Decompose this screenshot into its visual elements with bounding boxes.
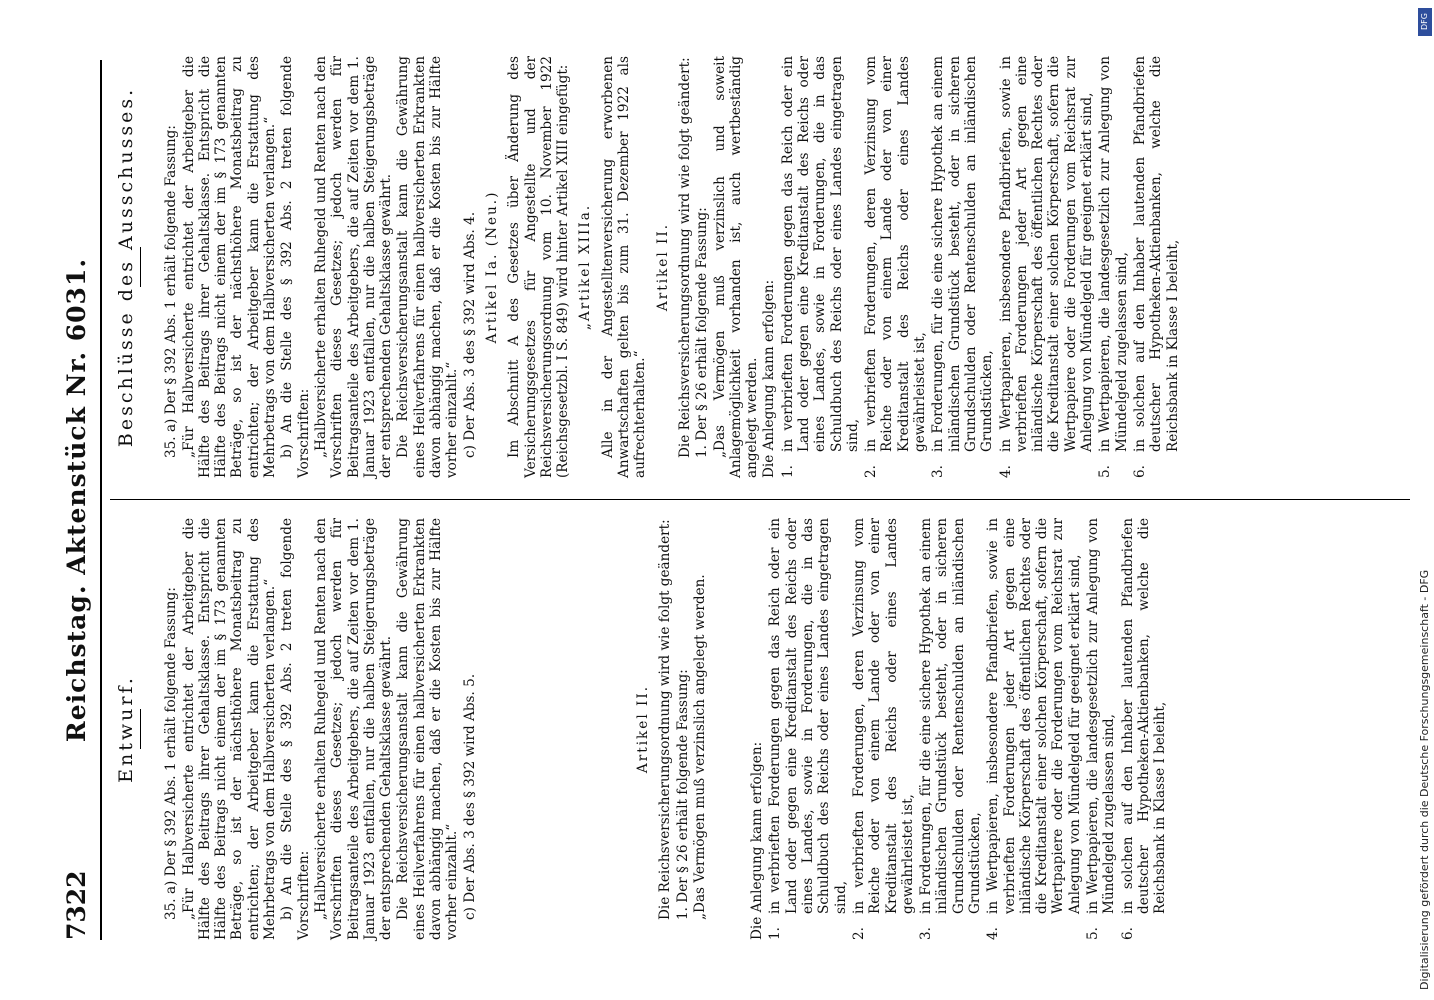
paragraph: Die Anlegung kann erfolgen:	[761, 279, 778, 478]
list-item: 6. in solchen auf den Inhaber lautenden Pfandbriefen deutscher Hypotheken-Aktienbanken, welche die Reichsbank in Klasse I beleiht,	[1131, 56, 1181, 478]
paragraph: b) An die Stelle des § 392 Abs. 2 treten folgende Vorschriften:	[279, 518, 312, 940]
left-column-draft	[108, 518, 1171, 940]
paragraph: „Das Vermögen muß verzinslich und soweit Anlagemöglichkeit vorhanden ist, auch wertbeständig angelegt werden.	[711, 56, 761, 478]
right-column-committee	[108, 56, 1183, 478]
right-column-heading: Beschlüsse des Ausschusses.	[115, 86, 137, 448]
paragraph: Im Abschnitt A des Gesetzes über Änderung des Versicherungsgesetzes für Angestellte und der Reichsversicherungsordnung vom 10. November 1922 (Reichsgesetzbl. I S. 849) wird hinter Artikel XIII eingefügt:	[506, 56, 572, 478]
enumerated-list	[780, 56, 1181, 478]
article-heading: Artikel Ia. (Neu.)	[483, 190, 500, 344]
paragraph: „Halbversicherte erhalten Ruhegeld und Renten nach den Vorschriften dieses Gesetzes; jedoch werden für Beitragsanteile des Arbeitgebers, die auf Zeiten vor dem 1. Januar 1923 entfallen, nur die halben Steigerungsbeträge der entsprechenden Gehaltsklasse gewährt.	[312, 56, 395, 478]
left-column-heading: Entwurf.	[115, 675, 137, 783]
enumerated-list	[767, 518, 1168, 940]
dfg-logo-icon: DFG	[1418, 8, 1432, 36]
list-item: 2. in verbrieften Forderungen, deren Verzinsung vom Reiche oder von einem Lande oder von einer Kreditanstalt des Reichs oder eines Landes gewährleistet ist,	[850, 518, 916, 940]
list-item: 4. in Wertpapieren, insbesondere Pfandbriefen, sowie in verbrieften Forderungen jeder Art gegen eine inländische Körperschaft des öffentlichen Rechtes oder die Kreditanstalt einer solchen Körperschaft, sofern die Wertpapiere oder die Forderungen vom Reichsrat zur Anlegung von Mündelgeld für geeignet erklärt sind,	[997, 56, 1096, 478]
heading-rule	[140, 247, 141, 287]
list-item: 6. in solchen auf den Inhaber lautenden Pfandbriefen deutscher Hypotheken-Aktienbanken, welche die Reichsbank in Klasse I beleiht,	[1119, 518, 1169, 940]
running-head: Reichstag. Aktenstück Nr. 6031.	[62, 257, 91, 743]
article-heading: Artikel II.	[654, 222, 671, 312]
list-item: 5. in Wertpapieren, die landesgesetzlich zur Anlegung von Mündelgeld zugelassen sind,	[1097, 56, 1130, 478]
list-item: 3. in Forderungen, für die eine sichere Hypothek an einem inländischen Grundstück besteht, oder in sicheren Grundschulden oder Rentenschulden an inländischen Grundstücken,	[930, 56, 996, 478]
header-rule	[100, 60, 102, 940]
page-number: 7322	[62, 870, 91, 940]
paragraph: 35. a) Der § 392 Abs. 1 erhält folgende Fassung:	[163, 587, 180, 920]
paragraph: c) Der Abs. 3 des § 392 wird Abs. 5.	[461, 673, 478, 920]
paragraph: „Für Halbversicherte entrichtet der Arbeitgeber die Hälfte des Beitrags ihrer Gehaltsklasse. Entspricht die Hälfte des Beitrags nicht einem der im § 173 genannten Beträge, so ist der nächsthöhere Monatsbeitrag zu entrichten; der Arbeitgeber kann die Erstattung des Mehrbetrags von dem Halbversicherten verlangen.“	[180, 56, 279, 478]
credit-text: Digitalisierung gefördert durch die Deutsche Forschungsgemeinschaft - DFG	[1418, 569, 1431, 990]
list-item: 4. in Wertpapieren, insbesondere Pfandbriefen, sowie in verbrieften Forderungen jeder Art gegen eine inländische Körperschaft des öffentlichen Rechtes oder die Kreditanstalt einer solchen Körperschaft, sofern die Wertpapiere oder die Forderungen vom Reichsrat zur Anlegung von Mündelgeld für geeignet erklärt sind,	[985, 518, 1083, 940]
list-item: 5. in Wertpapieren, die landesgesetzlich zur Anlegung von Mündelgeld zugelassen sind,	[1085, 518, 1118, 940]
list-item: 1. in verbrieften Forderungen gegen das Reich oder ein Land oder gegen eine Kreditanstalt des Reichs oder eines Landes, sowie in Forderungen, die in das Schuldbuch des Reichs oder eines Landes eingetragen sind,	[767, 518, 849, 940]
paragraph: Die Reichsversicherungsanstalt kann die Gewährung eines Heilverfahrens für einen halbversicherten Erkrankten davon abhängig machen, daß er die Kosten bis zur Hälfte vorher einzahlt.“	[395, 56, 461, 478]
paragraph: 1. Der § 26 erhält folgende Fassung:	[694, 207, 711, 458]
paragraph: 35. a) Der § 392 Abs. 1 erhält folgende Fassung:	[163, 125, 180, 458]
heading-rule	[140, 709, 141, 749]
paragraph: Die Reichsversicherungsordnung wird wie folgt geändert:	[657, 519, 674, 920]
paragraph: Die Anlegung kann erfolgen:	[749, 741, 766, 940]
paragraph: „Halbversicherte erhalten Ruhegeld und Renten nach den Vorschriften dieses Gesetzes; jedoch werden für Beitragsanteile des Arbeitgebers, die auf Zeiten vor dem 1. Januar 1923 entfallen, nur die halben Steigerungsbeträge der entsprechenden Gehaltsklasse gewährt.	[312, 518, 395, 940]
paragraph: Die Reichsversicherungsanstalt kann die Gewährung eines Heilverfahrens für einen halbversicherten Erkrankten davon abhängig machen, daß er die Kosten bis zur Hälfte vorher einzahlt.“	[395, 518, 461, 940]
page-header	[62, 60, 102, 940]
paragraph: b) An die Stelle des § 392 Abs. 2 treten folgende Vorschriften:	[279, 56, 312, 478]
paragraph: Die Reichsversicherungsordnung wird wie folgt geändert:	[676, 57, 693, 458]
paragraph: „Das Vermögen muß verzinslich angelegt werden.	[691, 574, 708, 920]
paragraph: c) Der Abs. 3 des § 392 wird Abs. 4.	[461, 211, 478, 458]
list-item: 2. in verbrieften Forderungen, deren Verzinsung vom Reiche oder von einem Lande oder von einer Kreditanstalt des Reichs oder eines Landes gewährleistet ist,	[863, 56, 929, 478]
article-heading: „Artikel XIIIa.	[577, 203, 594, 331]
list-item: 1. in verbrieften Forderungen gegen das Reich oder ein Land oder gegen eine Kreditanstalt des Reichs oder eines Landes, sowie in Forderungen, die in das Schuldbuch des Reichs oder eines Landes eingetragen sind,	[779, 56, 861, 478]
list-item: 3. in Forderungen, für die eine sichere Hypothek an einem inländischen Grundstück besteht, oder in sicheren Grundschulden oder Rentenschulden an inländischen Grundstücken,	[918, 518, 983, 940]
digitization-credit	[1416, 10, 1434, 990]
column-divider	[110, 499, 1410, 500]
paragraph: Alle in der Angestelltenversicherung erworbenen Anwartschaften gelten bis zum 31. Dezember 1922 als aufrechterhalten.“	[599, 56, 649, 478]
paragraph: 1. Der § 26 erhält folgende Fassung:	[674, 669, 691, 920]
article-heading: Artikel II.	[634, 684, 651, 774]
paragraph: „Für Halbversicherte entrichtet der Arbeitgeber die Hälfte des Beitrags ihrer Gehaltsklasse. Entspricht die Hälfte des Beitrags nicht einem der im § 173 genannten Beträge, so ist der nächsthöhere Monatsbeitrag zu entrichten; der Arbeitgeber kann die Erstattung des Mehrbetrags von dem Halbversicherten verlangen.“	[180, 518, 279, 940]
